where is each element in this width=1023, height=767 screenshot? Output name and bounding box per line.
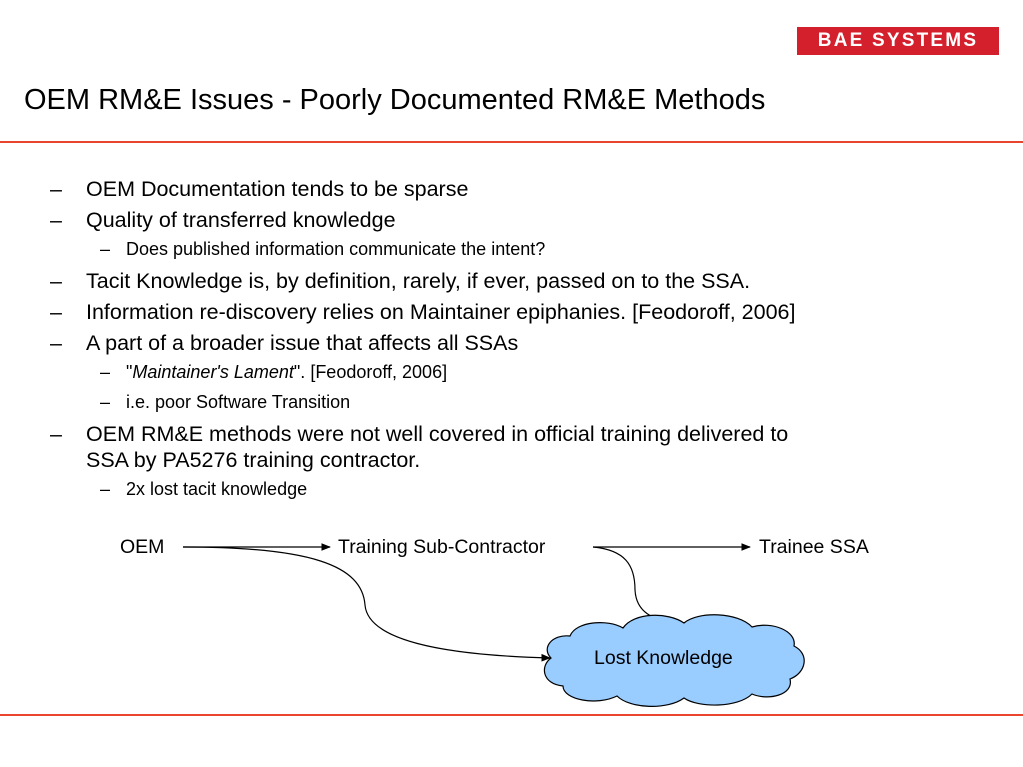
node-training-sub-contractor: Training Sub-Contractor bbox=[338, 536, 546, 558]
arrow-training-to-lost bbox=[593, 547, 685, 624]
citation-rest: ". [Feodoroff, 2006] bbox=[293, 362, 448, 382]
bullet-dash: – bbox=[50, 208, 62, 232]
bullet-text: Information re-discovery relies on Maintainer epiphanies. [Feodoroff, 2006] bbox=[86, 300, 796, 324]
node-oem: OEM bbox=[120, 536, 165, 558]
bullet-dash: – bbox=[50, 177, 62, 201]
bullet-text: A part of a broader issue that affects all SSAs bbox=[86, 331, 519, 355]
bullet-text: Quality of transferred knowledge bbox=[86, 208, 396, 232]
citation-title: Maintainer's Lament bbox=[132, 362, 294, 382]
node-lost-knowledge: Lost Knowledge bbox=[594, 647, 733, 669]
bullet-text: OEM Documentation tends to be sparse bbox=[86, 177, 469, 201]
bullet-dash: – bbox=[50, 331, 62, 355]
bullet-dash: – bbox=[100, 239, 111, 259]
bullet-dash: – bbox=[50, 269, 62, 293]
bullet-dash: – bbox=[50, 300, 62, 324]
bullet-dash: – bbox=[50, 422, 62, 446]
bullet-dash: – bbox=[100, 392, 111, 412]
sub-bullet-text: Does published information communicate the intent? bbox=[126, 239, 546, 259]
sub-bullet-text: 2x lost tacit knowledge bbox=[126, 479, 308, 499]
bullet-text-line1: OEM RM&E methods were not well covered in official training delivered to bbox=[86, 422, 789, 446]
bullet-text: Tacit Knowledge is, by definition, rarely, if ever, passed on to the SSA. bbox=[86, 269, 751, 293]
bullet-dash: – bbox=[100, 479, 111, 499]
sub-bullet-text: i.e. poor Software Transition bbox=[126, 392, 351, 412]
footer-divider bbox=[0, 714, 1023, 716]
slide-title: OEM RM&E Issues - Poorly Documented RM&E Methods bbox=[24, 84, 766, 116]
logo-text: BAE SYSTEMS bbox=[817, 30, 979, 51]
node-trainee-ssa: Trainee SSA bbox=[759, 536, 869, 558]
arrow-oem-to-lost bbox=[183, 547, 550, 658]
bullet-text-line2: SSA by PA5276 training contractor. bbox=[86, 448, 421, 472]
quote-open: " bbox=[126, 362, 133, 382]
bullet-dash: – bbox=[100, 362, 111, 382]
